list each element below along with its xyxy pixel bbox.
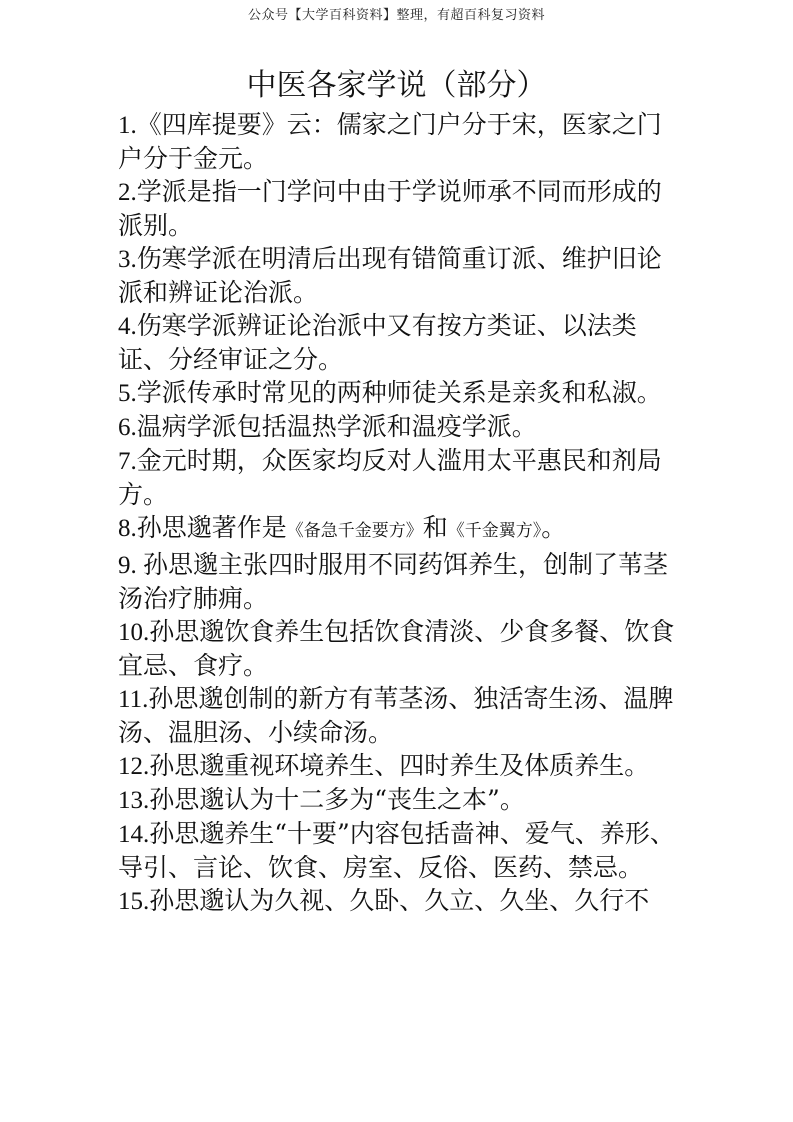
- item-number: 8.: [118, 515, 137, 542]
- item-number: 2.: [118, 179, 137, 206]
- item-number: 15.: [118, 888, 150, 915]
- item-number: 7.: [118, 448, 137, 475]
- item-text: 和: [422, 513, 448, 542]
- item-text: 孙思邈重视环境养生、四时养生及体质养生。: [149, 751, 650, 780]
- item-text: 金元时期，众医家均反对人滥用太平惠民和剂局方。: [118, 446, 662, 509]
- list-item: [118, 511, 683, 548]
- item-number: 1.: [118, 112, 137, 139]
- list-item: [118, 682, 683, 749]
- item-number: 6.: [118, 414, 137, 441]
- item-number: 13.: [118, 787, 150, 814]
- list-item: [118, 376, 683, 410]
- list-item: [118, 817, 683, 884]
- header-note: 公众号【大学百科资料】整理，有超百科复习资料: [247, 8, 545, 23]
- list-item: [118, 615, 683, 682]
- item-text: 孙思邈创制的新方有苇茎汤、独活寄生汤、温脾汤、温胆汤、小续命汤。: [118, 684, 674, 747]
- item-text: 孙思邈认为久视、久卧、久立、久坐、久行不: [149, 886, 650, 915]
- item-number: 12.: [118, 753, 150, 780]
- item-number: 5.: [118, 380, 137, 407]
- list-item: [118, 410, 683, 444]
- item-number: 14.: [118, 821, 150, 848]
- item-text: 学派是指一门学问中由于学说师承不同而形成的派别。: [118, 177, 662, 240]
- list-item: [118, 884, 683, 918]
- book-title: 《千金翼方》: [447, 521, 542, 541]
- page-title: 中医各家学说（部分）: [246, 68, 547, 103]
- list-item: [118, 783, 683, 817]
- item-number: 3.: [118, 246, 137, 273]
- item-text: 伤寒学派在明清后出现有错简重订派、维护旧论派和辨证论治派。: [118, 244, 662, 307]
- item-text: 。: [541, 513, 567, 542]
- item-number: 10.: [118, 619, 150, 646]
- list-item: [118, 108, 683, 175]
- item-text: 《四库提要》云：儒家之门户分于宋，医家之门户分于金元。: [118, 110, 662, 173]
- list-item: [118, 175, 683, 242]
- item-number: 9.: [118, 552, 143, 579]
- item-text: 学派传承时常见的两种师徒关系是亲炙和私淑。: [136, 378, 662, 407]
- list-item: [118, 749, 683, 783]
- document-body: [118, 108, 683, 918]
- item-text: 伤寒学派辨证论治派中又有按方类证、以法类证、分经审证之分。: [118, 311, 637, 374]
- item-text: 孙思邈饮食养生包括饮食清淡、少食多餐、饮食宜忌、食疗。: [118, 617, 675, 680]
- book-title: 《备急千金要方》: [286, 521, 423, 541]
- list-item: [118, 444, 683, 511]
- list-item: [118, 309, 683, 376]
- item-number: 11.: [118, 686, 149, 713]
- item-text: 温病学派包括温热学派和温疫学派。: [136, 412, 537, 441]
- item-text: 孙思邈著作是: [136, 513, 287, 542]
- list-item: [118, 548, 683, 615]
- item-text: 孙思邈主张四时服用不同药饵养生，创制了苇茎汤治疗肺痈。: [118, 550, 669, 613]
- item-number: 4.: [118, 313, 137, 340]
- list-item: [118, 242, 683, 309]
- item-text: 孙思邈养生“十要”内容包括啬神、爱气、养形、导引、言论、饮食、房室、反俗、医药、禁忌。: [118, 819, 675, 882]
- item-text: 孙思邈认为十二多为“丧生之本”。: [149, 785, 525, 814]
